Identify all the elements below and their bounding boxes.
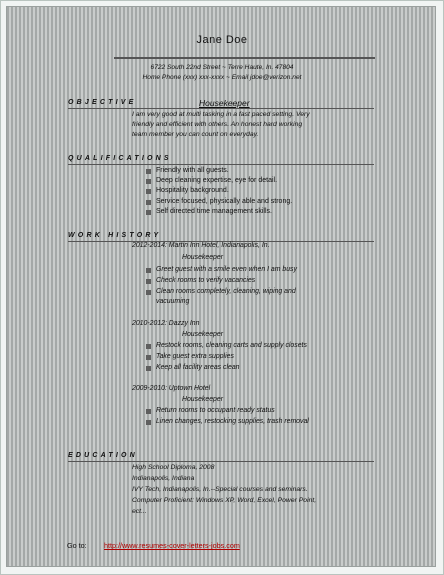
job-employer: 2012-2014: Martin Inn Hotel, Indianapolis, In. (132, 242, 270, 249)
bullet-icon (146, 279, 151, 284)
bullet-icon (146, 179, 151, 184)
bullet-icon (146, 344, 151, 349)
resume-paper (6, 6, 436, 567)
job-duty: Check rooms to verify vacancies (156, 277, 256, 284)
qualification-item: Self directed time management skills. (156, 208, 272, 215)
job-title: Housekeeper (182, 396, 223, 403)
job-duty-continued: vacuuming (156, 298, 190, 305)
job-duty: Take guest extra supplies (156, 353, 234, 360)
qualification-item: Hospitality background. (156, 187, 229, 194)
job-title: Housekeeper (182, 331, 223, 338)
education-line: IVY Tech, Indianapolis, In.--Special courses and seminars. (132, 486, 308, 493)
bullet-icon (146, 355, 151, 360)
objective-line: friendly and efficient with others. An honest hard working (132, 121, 303, 128)
education-heading: EDUCATION (68, 452, 138, 459)
address-line: 6722 South 22nd Street ~ Terre Haute, In. 47804 (150, 64, 294, 71)
objective-rule (68, 108, 374, 109)
phone-email-line: Home Phone (xxx) xxx-xxxx ~ Email jdoe@verizon.net (142, 74, 302, 81)
job-title: Housekeeper (182, 254, 223, 261)
job-duty: Return rooms to occupant ready status (156, 407, 275, 414)
job-duty: Clean rooms completely, cleaning, wiping and (156, 288, 296, 295)
bullet-icon (146, 169, 151, 174)
education-line: ect... (132, 508, 147, 515)
website-link[interactable]: http://www.resumes-cover-letters-jobs.com (104, 541, 240, 550)
bullet-icon (146, 366, 151, 371)
job-employer: 2010-2012: Dazzy Inn (132, 320, 200, 327)
objective-line: team member you can count on everyday. (132, 131, 259, 138)
education-line: Indianapolis, Indiana (132, 475, 195, 482)
objective-heading: OBJECTIVE (68, 99, 137, 106)
bullet-icon (146, 189, 151, 194)
work-history-heading: WORK HISTORY (68, 232, 162, 239)
header-rule (114, 57, 375, 59)
bullet-icon (146, 420, 151, 425)
qualifications-heading: QUALIFICATIONS (68, 155, 172, 162)
education-line: Computer Proficient: Windows XP, Word, Excel, Power Point, (132, 497, 317, 504)
job-duty: Keep all facility areas clean (156, 364, 240, 371)
education-rule (68, 461, 374, 462)
bullet-icon (146, 210, 151, 215)
qualifications-rule (68, 164, 374, 165)
objective-line: I am very good at multi tasking in a fast paced setting. Very (132, 111, 310, 118)
job-employer: 2009-2010: Uptown Hotel (132, 385, 211, 392)
job-duty: Greet guest with a smile even when I am busy (156, 266, 297, 273)
bullet-icon (146, 268, 151, 273)
bullet-icon (146, 200, 151, 205)
job-duty: Linen changes, restocking supplies, trash removal (156, 418, 309, 425)
bullet-icon (146, 290, 151, 295)
job-duty: Restock rooms, cleaning carts and supply closets (156, 342, 307, 349)
objective-job-title: Housekeeper (199, 98, 250, 108)
education-line: High School Diploma, 2008 (132, 464, 215, 471)
qualification-item: Friendly with all guests. (156, 167, 229, 174)
goto-label: Go to: (67, 541, 87, 550)
resume-name: Jane Doe (196, 34, 248, 46)
bullet-icon (146, 409, 151, 414)
qualification-item: Service focused, physically able and strong. (156, 198, 293, 205)
qualification-item: Deep cleaning expertise, eye for detail. (156, 177, 278, 184)
